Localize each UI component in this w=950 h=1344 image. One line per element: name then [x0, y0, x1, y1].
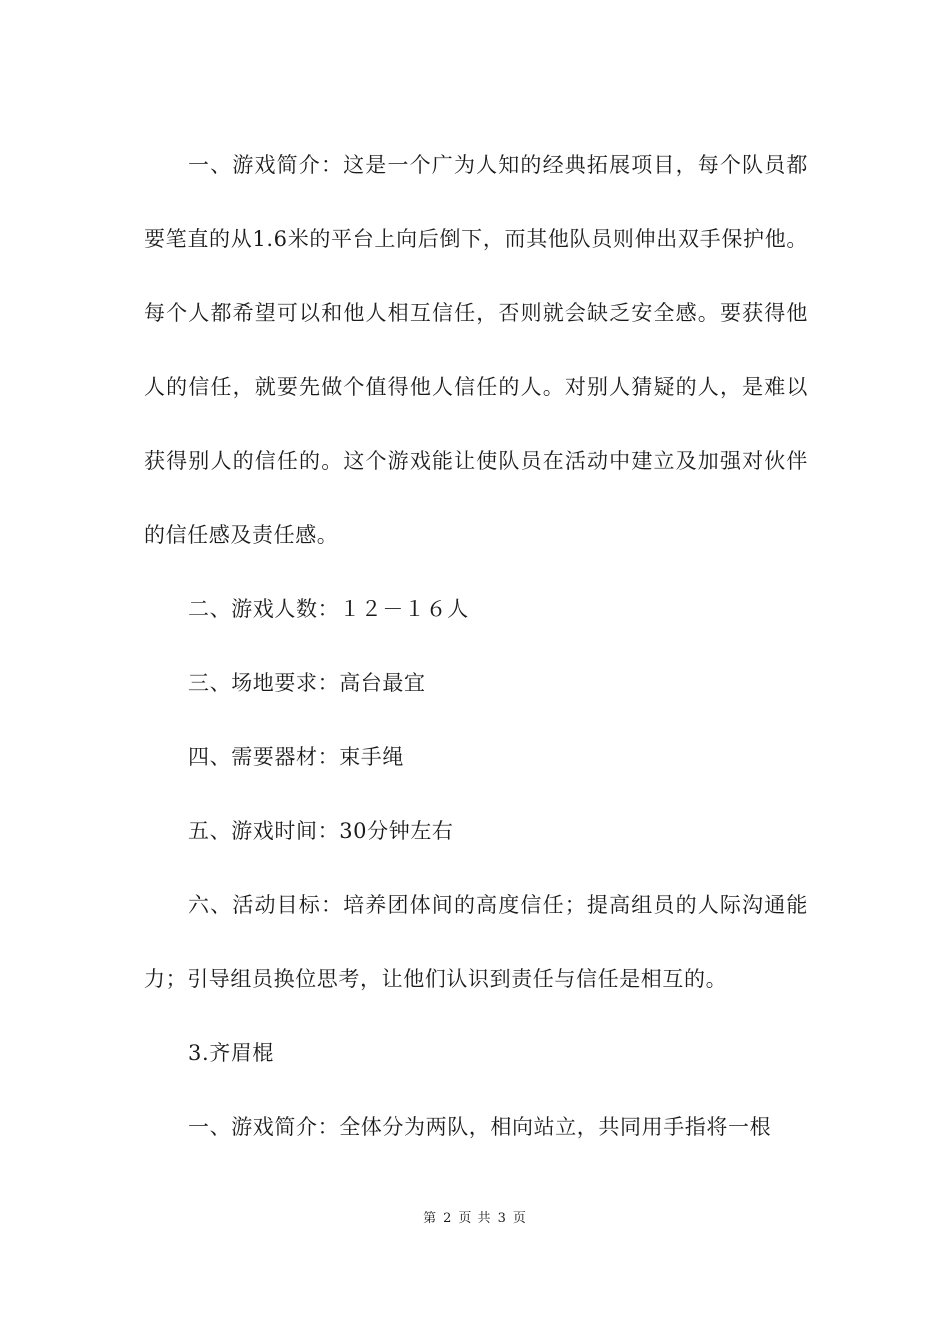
paragraph-intro: 一、游戏简介：这是一个广为人知的经典拓展项目，每个队员都要笔直的从1.6米的平台上向后倒下，而其他队员则伸出双手保护他。每个人都希望可以和他人相互信任，否则就会缺乏安全感。要获得他人的信任，就要先做个值得他人信任的人。对别人猜疑的人，是难以获得别人的信任的。这个游戏能让使队员在活动中建立及加强对伙伴的信任感及责任感。: [144, 153, 808, 547]
paragraph-objectives: 六、活动目标：培养团体间的高度信任；提高组员的人际沟通能力；引导组员换位思考，让他们认识到责任与信任是相互的。: [144, 893, 808, 991]
paragraph-duration: 五、游戏时间：30分钟左右: [188, 819, 454, 843]
paragraph-equipment: 四、需要器材：束手绳: [188, 745, 404, 769]
footer-middle: 页 共: [458, 1211, 492, 1226]
paragraph-intro-2: 一、游戏简介：全体分为两队，相向站立，共同用手指将一根: [188, 1115, 772, 1139]
document-body: [144, 128, 808, 1164]
footer-current-page: 2: [443, 1211, 453, 1226]
paragraph-venue: 三、场地要求：高台最宜: [188, 671, 426, 695]
page-footer: [0, 1207, 950, 1226]
footer-suffix: 页: [512, 1211, 527, 1226]
footer-prefix: 第: [423, 1211, 438, 1226]
section-heading: 3.齐眉棍: [188, 1041, 275, 1065]
footer-total-pages: 3: [497, 1211, 507, 1226]
paragraph-players: 二、游戏人数：１２－１６人: [188, 597, 469, 621]
